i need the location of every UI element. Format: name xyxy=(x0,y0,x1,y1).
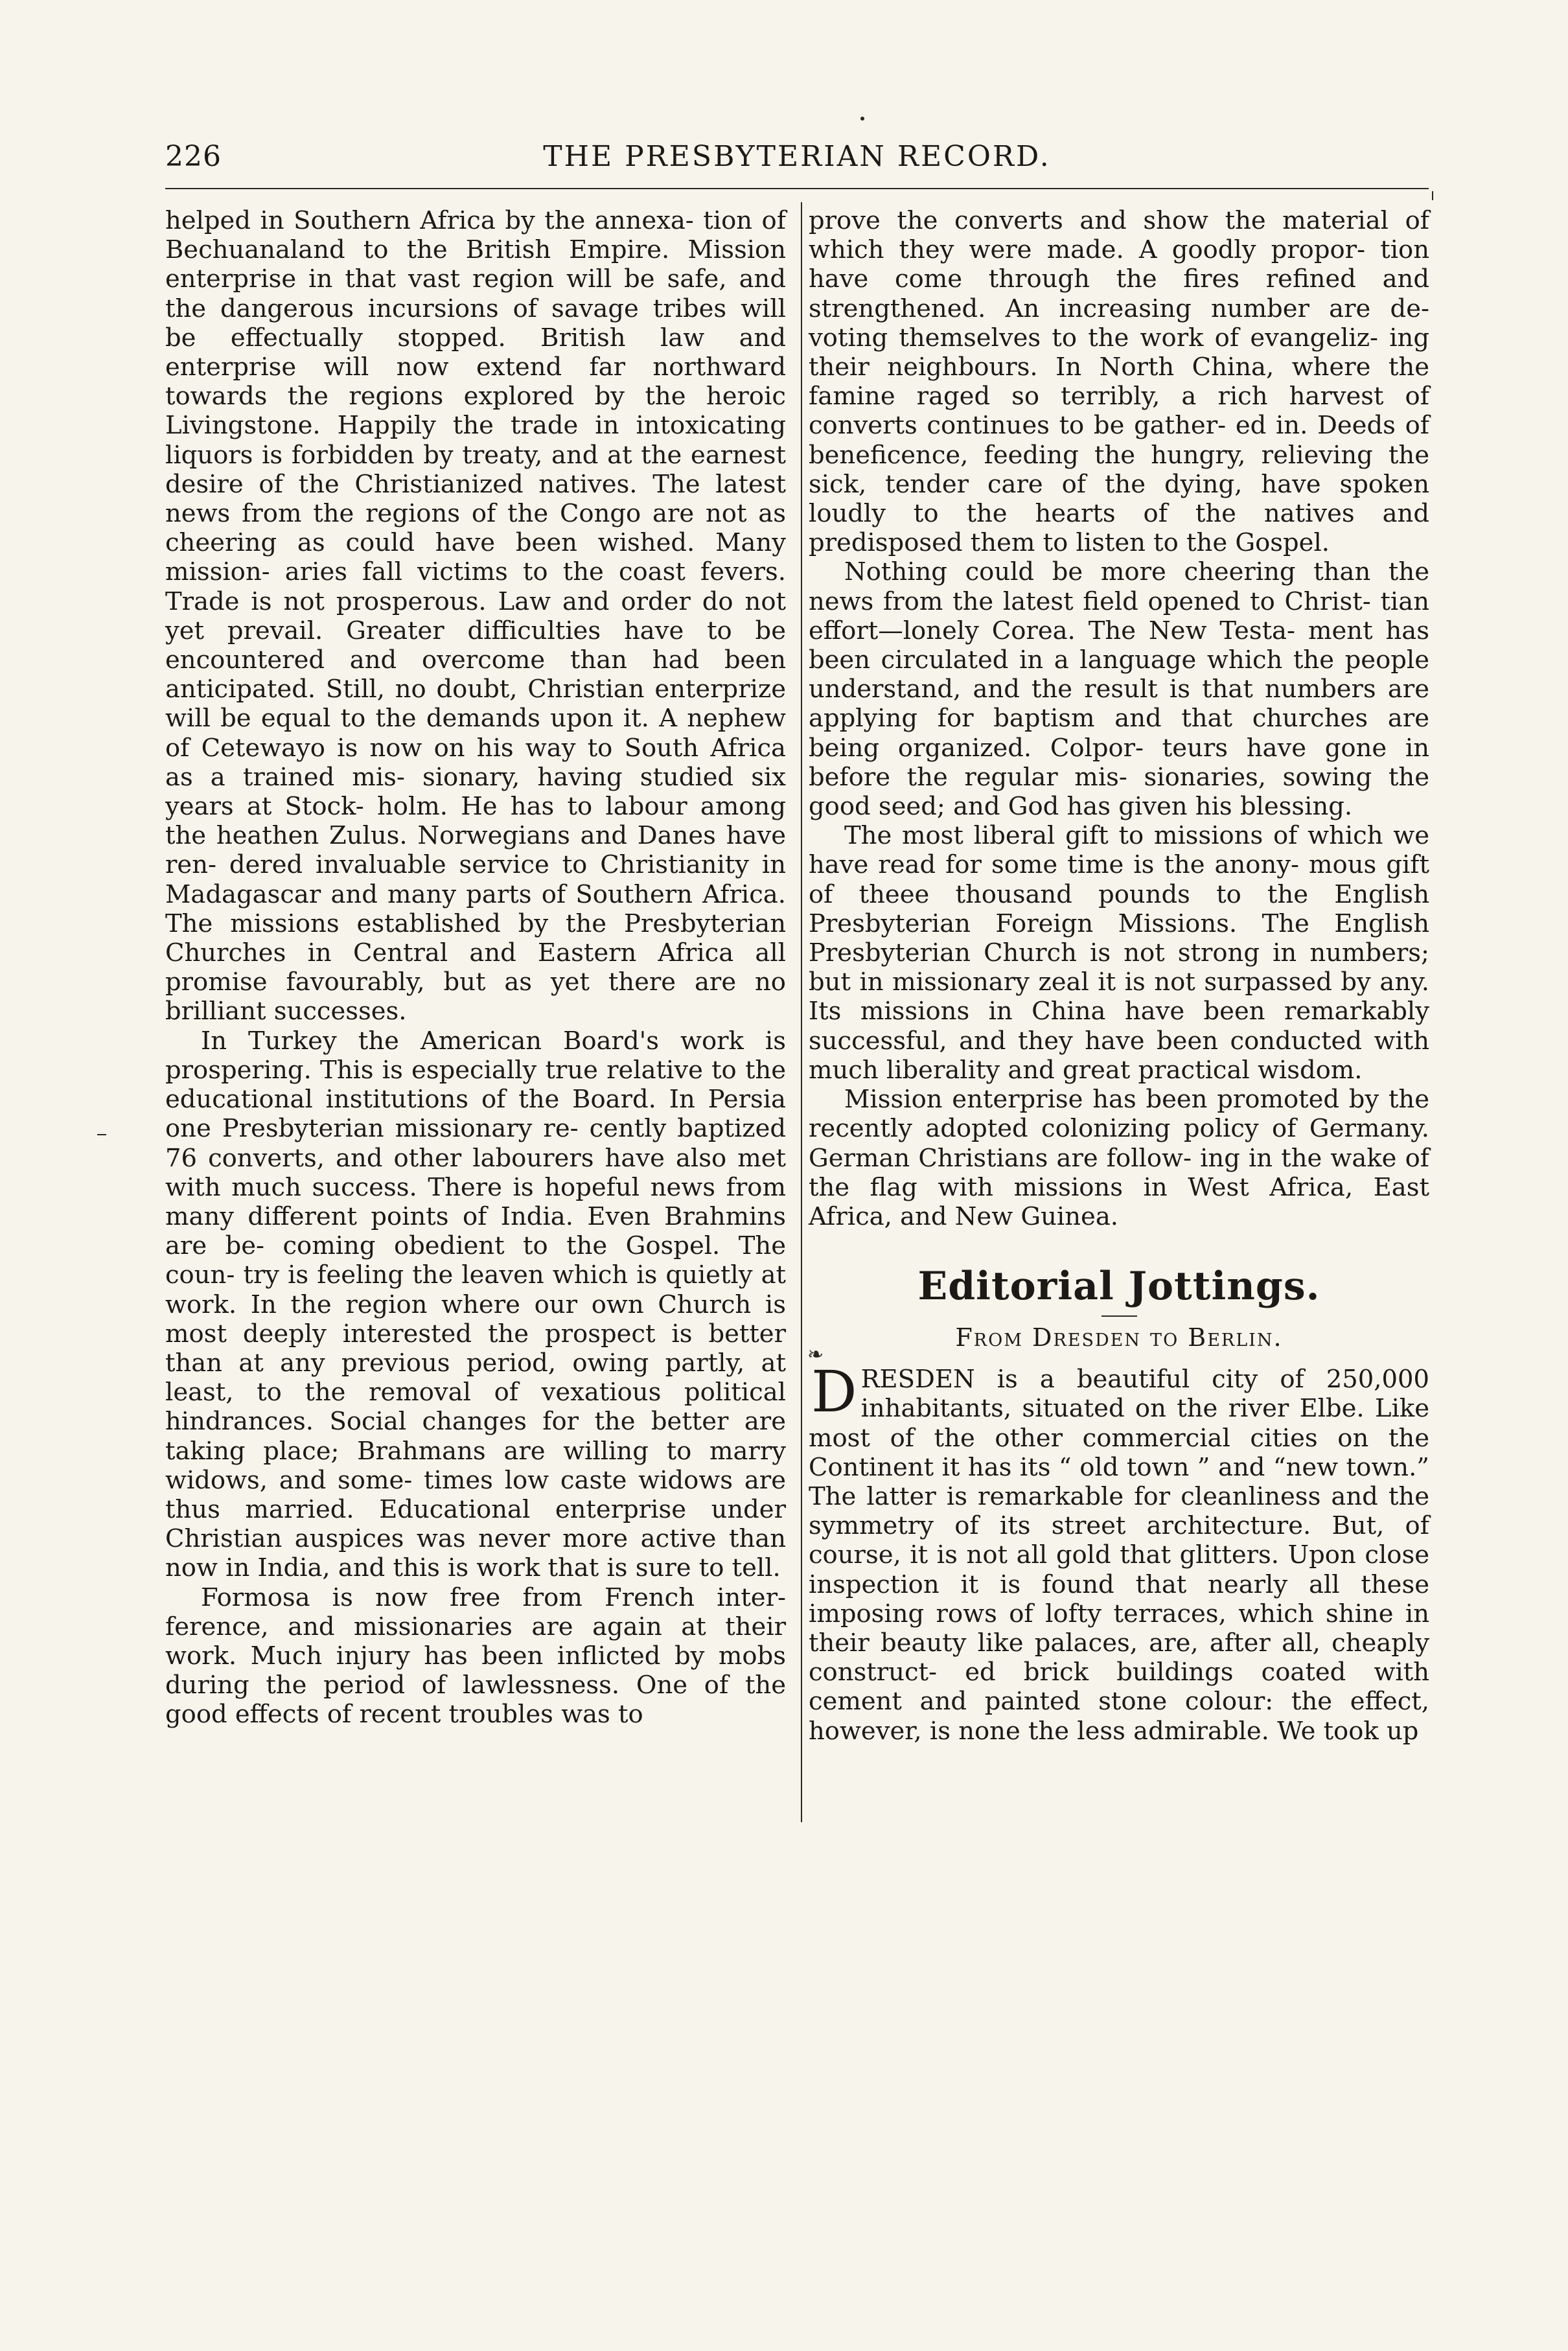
paragraph-germany: Mission enterprise has been promoted by the recently adopted colonizing policy of Germany. German Christians are follow- ing in the wake of the flag with missions in West Africa, East Africa, and New Guinea. xyxy=(809,1085,1429,1231)
paragraph-corea: Nothing could be more cheering than the news from the latest field opened to Christ- tian effort—lonely Corea. The New Testa- ment has been circulated in a language which the people understand, and the result is that numbers are applying for baptism and that churches are being organized. Colpor- teurs have gone in before the regular mis- sionaries, sowing the good seed; and God has given his blessing. xyxy=(809,557,1429,822)
running-head xyxy=(165,137,1429,189)
right-column xyxy=(809,206,1429,1746)
left-column xyxy=(165,206,786,1730)
journal-title: THE PRESBYTERIAN RECORD. xyxy=(543,140,1051,173)
column-divider xyxy=(801,202,802,1822)
page-number: 226 xyxy=(165,140,222,173)
paragraph-africa: helped in Southern Africa by the annexa- tion of Bechuanaland to the British Empire. Mission enterprise in that vast region will be safe, and the dangerous incursions of savage tribes will be effectually stopped. British law and enterprise will now extend far northward towards the regions explored by the heroic Livingstone. Happily the trade in intoxicating liquors is forbidden by treaty, and at the earnest desire of the Christianized natives. The latest news from the regions of the Congo are not as cheering as could have been wished. Many mission- aries fall victims to the coast fevers. Trade is not prosperous. Law and order do not yet prevail. Greater difficulties have to be encountered and overcome than had been anticipated. Still, no doubt, Christian enterprize will be equal to the demands upon it. A nephew of Cetewayo is now on his way to South Africa as a trained mis- sionary, having studied six years at Stock- holm. He has to labour among the heathen Zulus. Norwegians and Danes have ren- dered invaluable service to Christianity in Madagascar and many parts of Southern Africa. The missions established by the Presbyterian Churches in Central and Eastern Africa all promise favourably, but as yet there are no brilliant successes. xyxy=(165,206,786,1026)
paragraph-dresden xyxy=(807,1343,1429,1746)
drop-cap: D xyxy=(811,1358,857,1426)
heading-rule xyxy=(1101,1315,1137,1317)
paragraph-turkey-india: In Turkey the American Board's work is prospering. This is especially true relative to the educational institutions of the Board. In Persia one Presbyterian missionary re- cently baptized 76 converts, and other labourers have also met with much success. There is hopeful news from many different points of India. Even Brahmins are be- coming obedient to the Gospel. The coun- try is feeling the leaven which is quietly at work. In the region where our own Church is most deeply interested the prospect is better than at any previous period, owing partly, at least, to the removal of vexatious political hindrances. Social changes for the better are taking place; Brahmans are willing to marry widows, and some- times low caste widows are thus married. Educational enterprise under Christian auspices was never more active than now in India, and this is work that is sure to tell. xyxy=(165,1026,786,1583)
paragraph-liberal-gift: The most liberal gift to missions of which we have read for some time is the anony- mous gift of theee thousand pounds to the English Presbyterian Foreign Missions. The English Presbyterian Church is not strong in numbers; but in missionary zeal it is not surpassed by any. Its missions in China have been remarkably successful, and they have been conducted with much liberality and great practical wisdom. xyxy=(809,821,1429,1085)
paragraph-dresden-text: RESDEN is a beautiful city of 250,000 inhabitants, situated on the river Elbe. Like most of the other commercial cities on the Continent it has its “ old town ” and “new town.” The latter is remarkable for cleanliness and the symmetry of its street architecture. But, of course, it is not all gold that glitters. Upon close inspection it is found that nearly all these imposing rows of lofty terraces, which shine in their beauty like palaces, are, after all, cheaply construct- ed brick buildings coated with cement and painted stone colour: the effect, however, is none the less admirable. We took up xyxy=(809,1365,1429,1746)
paragraph-converts: prove the converts and show the material of which they were made. A goodly propor- tion have come through the fires refined and strengthened. An increasing number are de- voting themselves to the work of evangeliz- ing their neighbours. In North China, where the famine raged so terribly, a rich harvest of converts continues to be gather- ed in. Deeds of beneficence, feeding the hungry, relieving the sick, tender care of the dying, have spoken loudly to the hearts of the natives and predisposed them to listen to the Gospel. xyxy=(809,206,1429,558)
paragraph-formosa: Formosa is now free from French inter- ference, and missionaries are again at their work. Much injury has been inflicted by mobs during the period of lawlessness. One of the good effects of recent troubles was to xyxy=(165,1582,786,1730)
article-subheading: From Dresden to Berlin. xyxy=(955,1323,1283,1352)
margin-tick-mark xyxy=(97,1134,106,1135)
editorial-heading: Editorial Jottings. xyxy=(917,1264,1320,1310)
header-rule xyxy=(165,188,1429,189)
ornament-icon: ❧ xyxy=(807,1343,824,1367)
edge-tick-mark xyxy=(1432,191,1433,200)
print-dot xyxy=(860,117,864,121)
